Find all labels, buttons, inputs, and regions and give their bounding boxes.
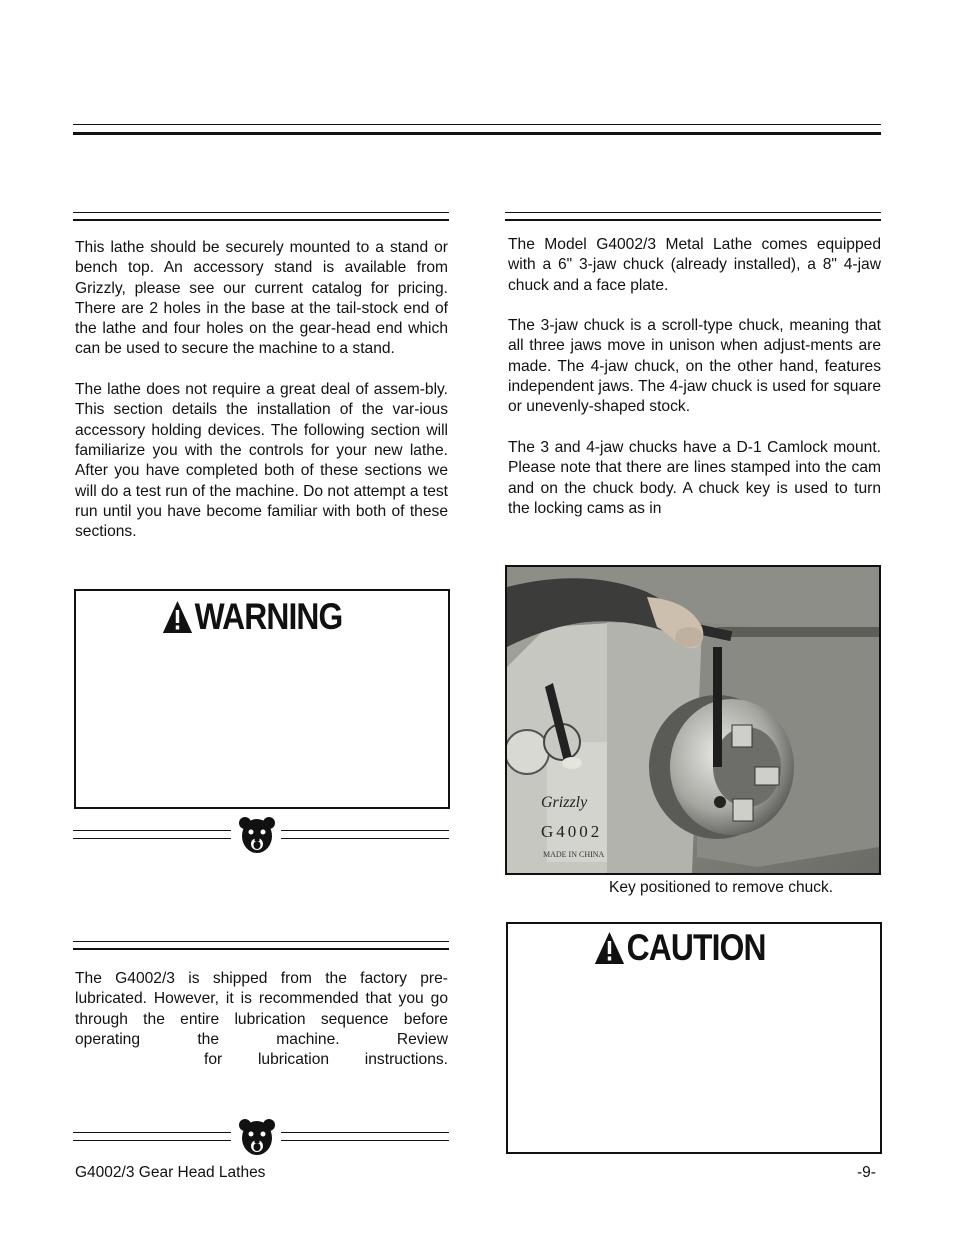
- bear-head-icon: [238, 1118, 276, 1158]
- chuck-key-photo: [505, 565, 881, 875]
- footer-title: G4002/3 Gear Head Lathes: [75, 1164, 266, 1181]
- caution-sign: [594, 926, 766, 970]
- camlock-paragraph: The 3 and 4-jaw chucks have a D-1 Camlock mount. Please note that there are lines stamped into the cam and on the chuck body. A chuck key is used to turn the locking cams as in: [508, 438, 881, 517]
- right-section-rule-thick: [505, 219, 881, 221]
- mounting-paragraph: This lathe should be securely mounted to a stand or bench top. An accessory stand is available from Grizzly, please see our current catalog for pricing. There are 2 holes in the base at the tail-stock end of the lathe and four holes on the gear-head end which can be used to secure the machine to a stand.: [75, 239, 448, 358]
- photo-origin-label: MADE IN CHINA: [543, 850, 605, 859]
- warning-triangle-icon: [162, 600, 193, 634]
- bear-head-icon: [238, 816, 276, 856]
- header-rule-thick: [73, 132, 881, 135]
- lubrication-section-rule-thick: [73, 948, 449, 950]
- right-section-rule-thin: [505, 212, 881, 213]
- page-number: -9-: [857, 1164, 876, 1181]
- warning-sign: [162, 595, 342, 639]
- header-rule-thin: [73, 124, 881, 125]
- caution-box: [506, 922, 882, 1154]
- chuck-types-paragraph: The 3-jaw chuck is a scroll-type chuck, meaning that all three jaws move in unison when adjust-ments are made. The 4-jaw chuck, on the other hand, features independent jaws. The 4-jaw chuck is used for square or unevenly-shaped stock.: [508, 317, 881, 416]
- lathe-chuck-illustration: [507, 567, 879, 873]
- warning-title: WARNING: [194, 596, 343, 637]
- caution-title: CAUTION: [626, 927, 766, 968]
- left-section-rule-thin: [73, 212, 449, 213]
- warning-box: [74, 589, 450, 809]
- lubrication-text: [75, 969, 448, 1070]
- lubrication-section-rule-thin: [73, 941, 449, 942]
- chuck-equipment-paragraph: The Model G4002/3 Metal Lathe comes equipped with a 6" 3-jaw chuck (already installed), a 8" 4-jaw chuck and a face plate.: [508, 236, 881, 294]
- mounting-text: [75, 238, 448, 542]
- assembly-paragraph: The lathe does not require a great deal of assem-bly. This section details the installation of the var-ious accessory holding devices. The following section will familiarize you with the controls for your new lathe. After you have completed both of these sections we will do a test run of the machine. Do not attempt a test run until you have become familiar with both of these sections.: [75, 381, 448, 541]
- warning-triangle-icon: [594, 931, 625, 965]
- bear-divider-top: [73, 816, 449, 856]
- photo-model-label: G4002: [541, 822, 603, 841]
- lubrication-paragraph-a: The G4002/3 is shipped from the factory pre-lubricated. However, it is recommended that you go through the entire lubrication sequence before operating the machine. Review: [75, 970, 448, 1048]
- lubrication-paragraph-b: for lubrication instructions.: [204, 1051, 448, 1069]
- photo-brand-label: Grizzly: [541, 794, 588, 811]
- photo-caption: Key positioned to remove chuck.: [609, 879, 834, 896]
- left-section-rule-thick: [73, 219, 449, 221]
- chuck-text: [508, 235, 881, 519]
- bear-divider-bottom: [73, 1118, 449, 1158]
